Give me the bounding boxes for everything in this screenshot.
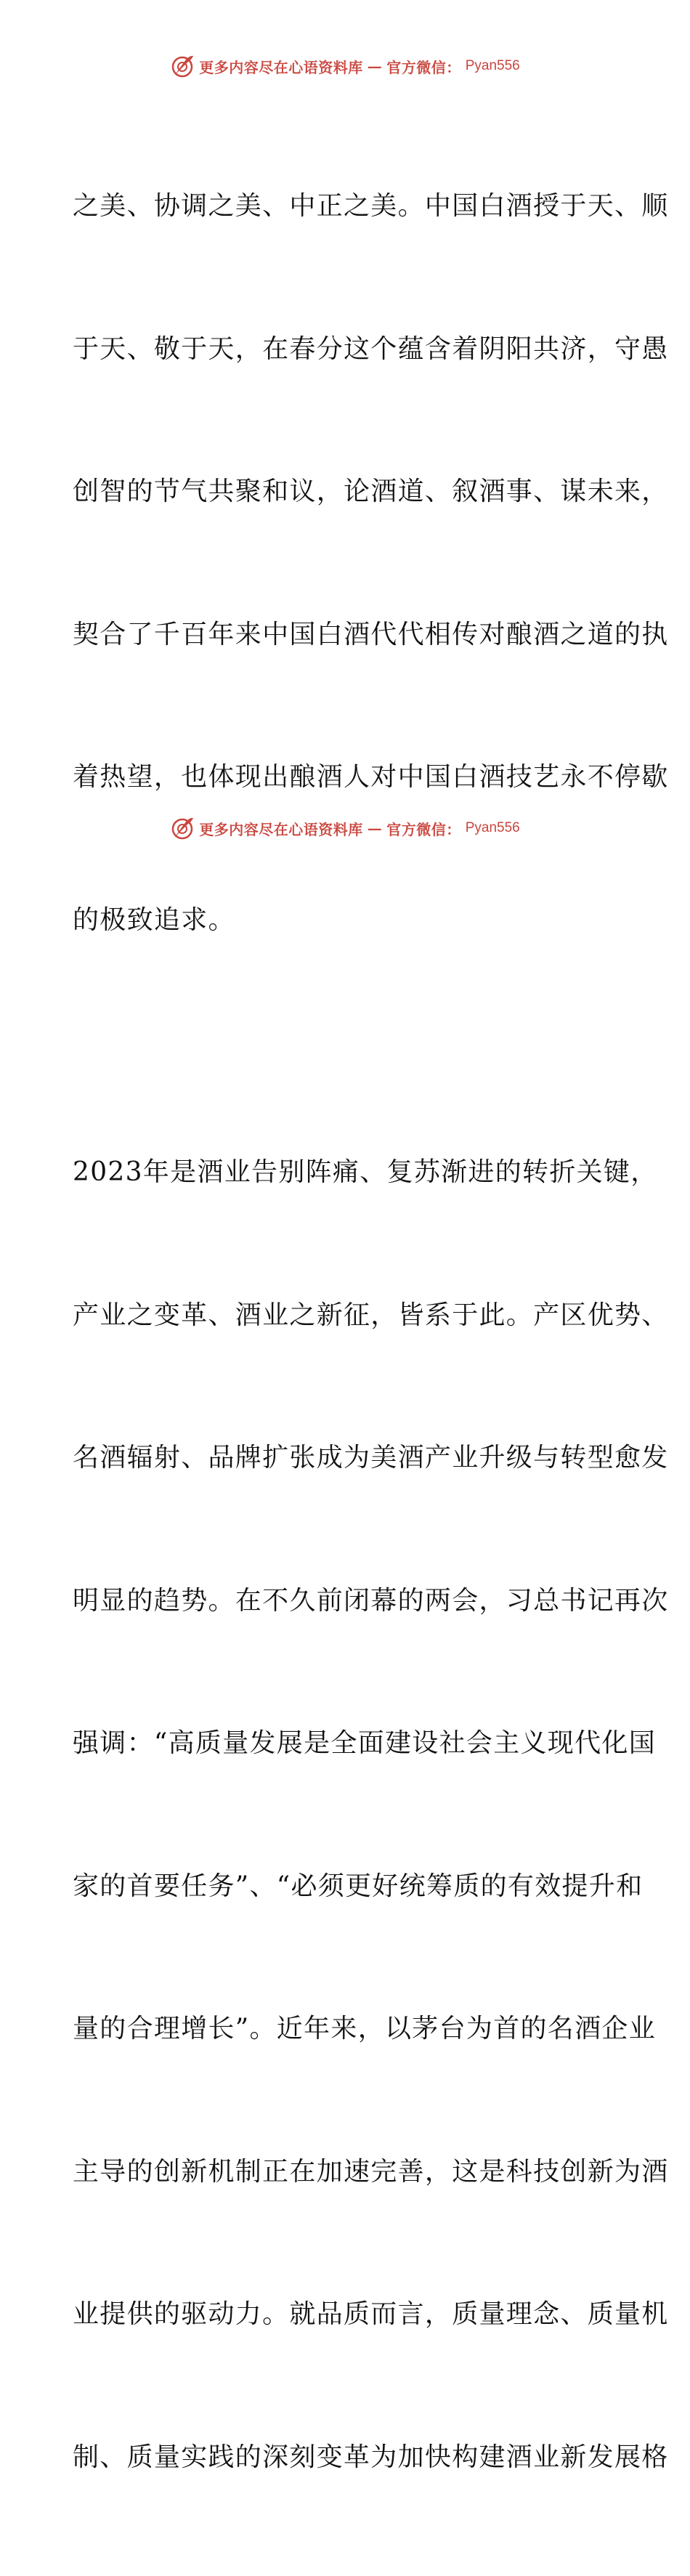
text-line: 契合了千百年来中国白酒代代相传对酿酒之道的执: [73, 619, 669, 649]
text-line: 量的合理增长”。近年来，以茅台为首的名酒企业: [73, 2014, 657, 2044]
text-line: 2023年是酒业告别阵痛、复苏渐进的转折关键，: [73, 1157, 658, 1187]
text-line: 创智的节气共聚和议，论酒道、叙酒事、谋未来，: [73, 477, 669, 506]
header-banner: [0, 52, 690, 81]
banner-wechat-label: 官方微信：: [386, 820, 461, 838]
text-line: 着热望，也体现出酿酒人对中国白酒技艺永不停歇: [73, 762, 669, 792]
banner-title: 更多内容尽在心语资料库: [199, 58, 363, 76]
banner-dash: —: [367, 819, 383, 837]
text-line: 家的首要任务”、“必须更好统筹质的有效提升和: [73, 1871, 644, 1901]
banner-wechat-id: Pyan556: [465, 820, 520, 835]
text-line: 主导的创新机制正在加速完善，这是科技创新为酒: [73, 2156, 669, 2187]
text-line: 强调：“高质量发展是全面建设社会主义现代化国: [73, 1728, 657, 1758]
text-line: 制、质量实践的深刻变革为加快构建酒业新发展格: [73, 2442, 669, 2472]
text-line: 于天、敬于天，在春分这个蕴含着阴阳共济，守愚: [73, 333, 669, 364]
banner-title: 更多内容尽在心语资料库: [199, 820, 363, 838]
banner-wechat-id: Pyan556: [465, 58, 520, 73]
paragraph-2: [73, 1053, 669, 2576]
banner-dash: —: [367, 57, 383, 75]
text-line: 名酒辐射、品牌扩张成为美酒产业升级与转型愈发: [73, 1443, 669, 1473]
document-body: [73, 87, 669, 2576]
text-line: 明显的趋势。在不久前闭幕的两会，习总书记再次: [73, 1585, 669, 1616]
quill-logo-icon: [170, 816, 195, 841]
text-line: 的极致追求。: [73, 904, 235, 935]
footer-banner: [0, 814, 690, 843]
text-line: 业提供的驱动力。就品质而言，质量理念、质量机: [73, 2299, 669, 2329]
text-line: 产业之变革、酒业之新征，皆系于此。产区优势、: [73, 1300, 669, 1330]
banner-wechat-label: 官方微信：: [386, 58, 461, 76]
quill-logo-icon: [170, 54, 195, 78]
text-line: 之美、协调之美、中正之美。中国白酒授于天、顺: [73, 191, 669, 221]
paragraph-1: [73, 87, 669, 1039]
